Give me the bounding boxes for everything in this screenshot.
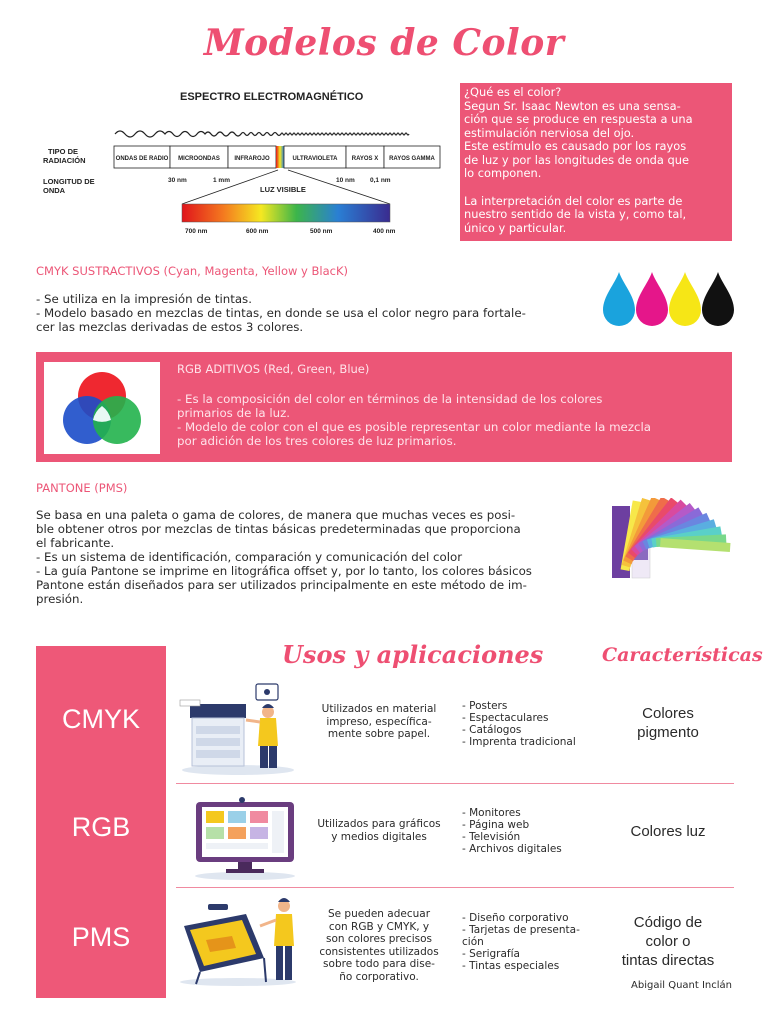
visible-tick-4: 400 nm [373,228,396,235]
length-tick-3: 10 nm [336,177,355,184]
pantone-section-title: PANTONE (PMS) [36,481,128,495]
pantone-swatch-fan-icon [602,498,736,582]
pms-description: Se pueden adecuar con RGB y CMYK, y son colores precisos consistentes utilizados sobre todo para dise- ño corporativo. [319,908,439,983]
author-credit: Abigail Quant Inclán [631,980,732,991]
rgb-uses-list: - Monitores - Página web - Televisión - Archivos digitales [462,807,562,855]
rgb-section-box [36,352,732,462]
row-divider [176,783,734,784]
monitor-video-call-illustration [190,796,300,880]
printer-worker-illustration [178,680,300,776]
electromagnetic-spectrum-diagram [40,88,450,248]
band-label: MICROONDAS [178,156,220,162]
rgb-section-text: - Es la composición del color en términos de la intensidad de los colores primarios de la luz. - Modelo de color con el que es posible representar un color mediante la mezcla por adición de los tres colores de luz primarios. [177,392,652,448]
model-label-column [36,646,166,998]
wavelength-label-b: ONDA [43,186,66,195]
ink-drop [669,272,701,326]
what-is-color-box [460,83,732,241]
band-row [114,146,440,168]
cmyk-ink-drops-icon [602,270,736,332]
radiation-type-label-b: RADIACIÓN [43,156,86,165]
caracteristicas-heading: Características [602,644,763,666]
pantone-section-text: Se basa en una paleta o gama de colores, de manera que muchas veces es posi- ble obtener otros por mezclas de tintas básicas predeterminadas que proporciona el fabricante. - Es un sistema de identificación, comparación y comunicación del color - La guía Pantone se imprime en litográfica offset y, por lo tanto, los colores básicos Pantone están diseñados para ser utilizados principalmente en este método de im- presión. [36,508,532,606]
band-label: ONDAS DE RADIO [115,156,169,162]
band-label: RAYOS X [351,156,379,162]
band-label: INFRAROJO [234,156,270,162]
length-tick-2: 1 mm [213,177,230,184]
visible-light-label: LUZ VISIBLE [260,185,306,194]
cmyk-section-title: CMYK SUSTRACTIVOS (Cyan, Magenta, Yellow y BlacK) [36,264,348,278]
wavelength-label-a: LONGITUD DE [43,177,95,186]
pms-characteristic: Código de color o tintas directas [621,914,715,969]
cmyk-characteristic: Colores pigmento [637,705,699,741]
length-tick-1: 30 nm [168,177,187,184]
visible-light-bar [182,204,390,222]
row-label-pms: PMS [71,922,131,952]
visible-tick-1: 700 nm [185,228,208,235]
row-label-rgb: RGB [71,812,131,842]
rgb-characteristic: Colores luz [630,823,706,840]
usos-heading: Usos y aplicaciones [282,640,544,669]
spectrum-heading: ESPECTRO ELECTROMAGNÉTICO [180,91,364,103]
ink-drop [603,272,635,326]
band-label: RAYOS GAMMA [389,156,435,162]
page-title: Modelos de Color [203,22,565,64]
row-divider [176,887,734,888]
ink-drop [702,272,734,326]
length-tick-4: 0,1 nm [370,177,391,184]
visible-tick-2: 600 nm [246,228,269,235]
rgb-venn-icon [44,362,160,454]
band-label: ULTRAVIOLETA [292,156,338,162]
cmyk-description: Utilizados en material impreso, específica- mente sobre papel. [321,703,437,740]
ink-drop [636,272,668,326]
visible-band-strip [276,146,284,168]
cmyk-uses-list: - Posters - Espectaculares - Catálogos - Imprenta tradicional [462,700,576,748]
pms-uses-list: - Diseño corporativo - Tarjetas de presenta- ción - Serigrafía - Tintas especiales [462,912,580,972]
visible-tick-3: 500 nm [310,228,333,235]
wave-line [115,131,409,137]
row-label-cmyk: CMYK [61,704,140,734]
screen-printing-illustration [176,896,300,986]
rgb-description: Utilizados para gráficos y medios digitales [317,818,441,843]
radiation-type-label-a: TIPO DE [48,147,79,156]
rgb-section-title: RGB ADITIVOS (Red, Green, Blue) [177,362,370,376]
what-is-color-paragraph-2: La interpretación del color es parte de nuestro sentido de la vista y, como tal, único y particular. [464,193,687,235]
cmyk-section-text: - Se utiliza en la impresión de tintas. - Modelo basado en mezclas de tintas, en donde se usa el color negro para fortale- cer las mezclas derivadas de estos 3 colores. [36,292,526,334]
what-is-color-paragraph-1: ¿Qué es el color? Segun Sr. Isaac Newton es una sensa- ción que se produce en respuesta a una estimulación nerviosa del ojo. Este estímulo es causado por los rayos de luz y por las longitudes de onda que lo componen. [464,85,693,180]
